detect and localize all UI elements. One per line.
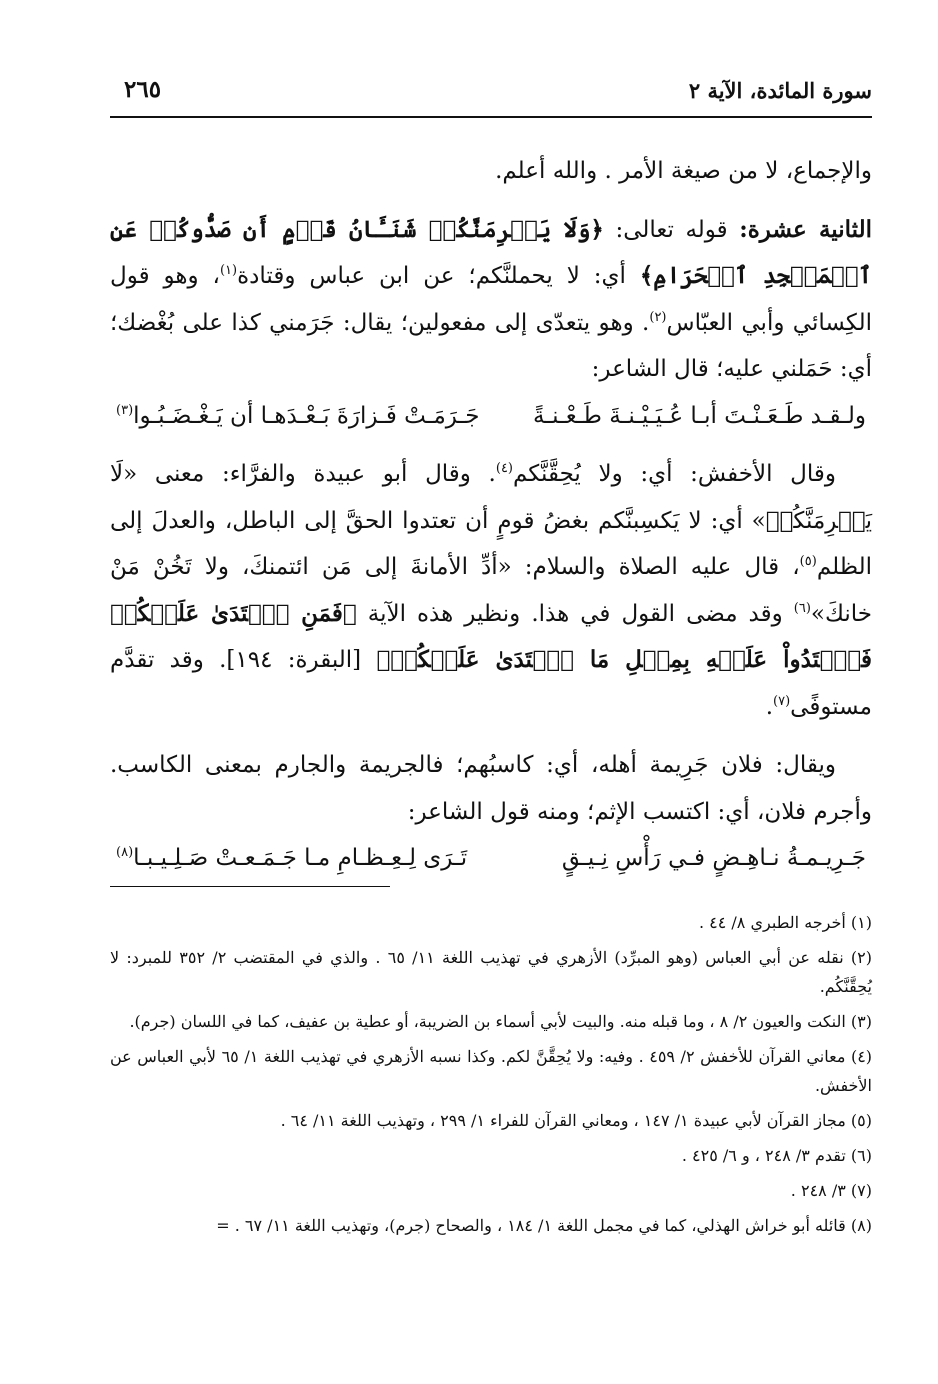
footnote-ref-1[interactable]: (١) [219,263,238,278]
verse-2-second-text: تَـرَى لِـعِـظـامِ مـا جَـمَـعـتْ صَـلِـيـبـا [133,845,468,871]
poetry-verse-1 [110,393,872,440]
quran-verse-1: ﴿وَلَا يَجۡرِمَنَّكُمۡ شَنَـَٔانُ قَوۡمٍ أَن صَدُّوكُمۡ عَنِ ٱلۡمَسۡجِدِ ٱلۡحَرَامِ﴾ [110,215,873,289]
footnote-ref-3[interactable]: (٣) [116,402,134,418]
p3-d: وقد مضى القول في هذا. ونظير هذه الآية [356,600,794,627]
page-number: ٢٦٥ [124,76,162,103]
header-divider [110,116,872,118]
running-header [110,72,872,112]
p4-text: ويقال: فلان جَرِيمة أهله، أي: كاسبُهم؛ فالجريمة والجارم بمعنى الكاسب. وأجرم فلان، أي: اكتسب الإثم؛ ومنه قول الشاعر: [110,752,872,825]
footnote-separator [110,882,390,887]
footnote-8: (٨) قائله أبو خراش الهذلي، كما في مجمل اللغة ١/ ١٨٤ ، والصحاح (جرم)، وتهذيب اللغة ١١/ ٦٧ . = [216,1216,872,1235]
verse-1-second-text: جَـرَمَـتْ فَـزارَةَ بَـعْـدَهـا أن يَـغْـضَـبُـوا [133,402,480,429]
quran-verse-2: ﴿فَمَنِ ٱعۡتَدَىٰ عَلَيۡكُمۡ فَٱعۡتَدُواْ عَلَيۡهِ بِمِثۡلِ مَا ٱعۡتَدَىٰ عَلَيۡكُمۡ﴾ [110,599,873,673]
p2-rest: أي: لا يحملنَّكم؛ عن ابن عباس وقتادة [237,263,640,289]
chapter-title: سورة المائدة، الآية ٢ [688,78,872,103]
footnote-ref-4[interactable]: (٤) [495,461,513,476]
poetry-verse-2 [110,835,872,882]
p3-a: وقال الأخفش: أي: ولا يُحِقَّنَّكم [513,461,836,487]
footnote-ref-6[interactable]: (٦) [793,600,811,616]
verse-1-second-hemistich [116,393,479,440]
p3-e: [البقرة: ١٩٤]. وقد تقدَّم مستوفًى [110,647,872,720]
section-heading: الثانية عشرة: [739,215,872,243]
p2-rest2: ، وهو قول الكِسائي وأبي العبّاس [110,263,873,336]
footnote-ref-2[interactable]: (٢) [649,309,667,325]
footnote-4: (٤) معاني القرآن للأخفش ٢/ ٤٥٩ . وفيه: ولا يُحِقَّنَّ لكم. وكذا نسبه الأزهري في تهذيب اللغة ١/ ٦٥ لأبي العباس عن الأخفش. [110,1047,873,1095]
verse-1-first-hemistich: ولـقـد طَـعَـنْـتَ أبـا عُـيَـيْـنـةَ طَـعْـنـةً [533,402,866,429]
p3-c: ، قال عليه الصلاة والسلام: «أدِّ الأمانةَ إلى مَن ائتمنكَ، ولا تَخُنْ مَنْ خانكَ» [110,554,872,627]
p3-b: . وقال أبو عبيدة والفرَّاء: معنى «لَا يَجۡرِمَنَّكُمۡ» أي: لا يَكسِبنَّكم بغضُ قومٍ أن تعتدوا الحقَّ إلى الباطل، والعدلَ إلى الظلم [110,461,872,580]
footnote-1: (١) أخرجه الطبري ٨/ ٤٤ . [698,913,872,932]
footnote-5: (٥) مجاز القرآن لأبي عبيدة ١/ ١٤٧ ، ومعاني القرآن للفراء ١/ ٢٩٩ ، وتهذيب اللغة ١١/ ٦٤ . [280,1111,872,1130]
footnote-ref-5[interactable]: (٥) [799,554,817,569]
p3-f: . [765,693,774,720]
paragraph-4 [110,742,872,835]
footnote-2: (٢) نقله عن أبي العباس (وهو المبرِّد) الأزهري في تهذيب اللغة ١١/ ٦٥ . والذي في المقتضب ٢/ ٣٥٢ للمبرد: لا يُحِقَّنَّكُم. [110,948,873,996]
paragraph-3 [110,451,872,730]
verse-2-first-hemistich: جَـرِيـمـةُ نـاهِـضٍ فـي رَأْسِ نِـيـقٍ [561,845,866,871]
footnote-7: (٧) ٣/ ٢٤٨ . [790,1181,872,1200]
footnote-6: (٦) تقدم ٣/ ٢٤٨ ، و ٦/ ٤٢٥ . [681,1146,872,1165]
footnotes [110,908,872,1246]
paragraph-1 [110,148,872,195]
p2-text: قوله تعالى: [603,216,740,243]
main-text [110,148,872,887]
verse-2-second-hemistich [116,835,467,882]
p2-rest3: . وهو يتعدّى إلى مفعولين؛ يقال: جَرَمني كذا على بُغْضك؛ أي: حَمَلني عليه؛ قال الشاعر: [110,309,872,382]
paragraph-1-text: والإجماع، لا من صيغة الأمر . والله أعلم. [495,158,872,184]
footnote-3: (٣) النكت والعيون ٢/ ٨ ، وما قبله منه. والبيت لأبي أسماء بن الضريبة، أو عطية بن عفيف، كما في اللسان (جرم). [129,1012,872,1031]
footnote-ref-7[interactable]: (٧) [773,693,791,709]
footnote-ref-8[interactable]: (٨) [116,845,134,860]
paragraph-2 [110,207,872,393]
